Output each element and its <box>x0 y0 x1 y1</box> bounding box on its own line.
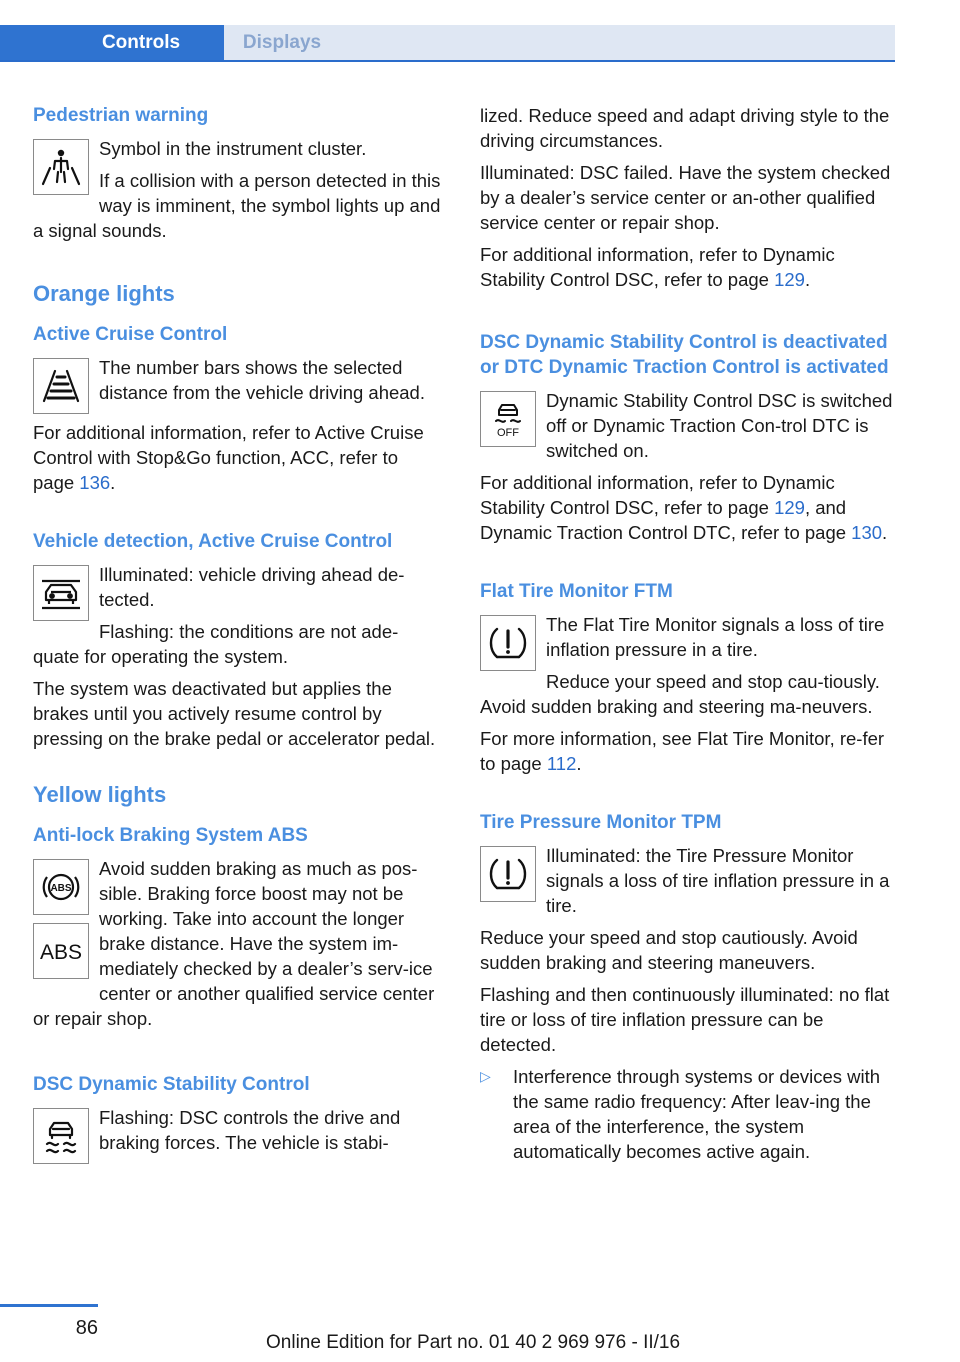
dsc-cont-text-2: Illuminated: DSC failed. Have the system checked by a dealer’s service center or an‐other qualified service center or repair shop. <box>480 162 891 233</box>
tab-controls[interactable]: Controls <box>0 25 224 60</box>
ftm-text-2: Reduce your speed and stop cau‐tiously. Avoid sudden braking and steering ma‐neuvers. <box>480 671 880 717</box>
pedestrian-warning-section <box>33 103 441 250</box>
ftm-section <box>480 579 897 776</box>
tab-displays[interactable]: Displays <box>242 32 322 53</box>
dsc-off-text-1: Dynamic Stability Control DSC is switched off or Dynamic Traction Con‐trol DTC is switched on. <box>546 390 893 461</box>
bullet-triangle-icon: ▷ <box>480 1068 491 1084</box>
tpm-text-3: Flashing and then continuously illuminated: no flat tire or loss of tire inflation pressure can be detected. <box>480 984 890 1055</box>
abs-text-icon <box>33 923 89 979</box>
acc-text-2: For additional information, refer to Active Cruise Control with Stop&Go function, ACC, refer to page 136. <box>33 422 424 493</box>
dsc-off-heading: DSC Dynamic Stability Control is deactivated or DTC Dynamic Traction Control is activated <box>480 332 889 378</box>
dsc-heading: DSC Dynamic Stability Control <box>33 1074 310 1095</box>
ftm-text-1: The Flat Tire Monitor signals a loss of tire inflation pressure in a tire. <box>546 614 885 660</box>
dsc-text-1: Flashing: DSC controls the drive and braking forces. The vehicle is stabi‐ <box>99 1107 401 1153</box>
abs-icon-stack <box>33 859 89 987</box>
page-number: 86 <box>75 1317 98 1339</box>
footer-edition: Online Edition for Part no. 01 40 2 969 976 - II/16 <box>266 1332 681 1353</box>
dsc-section <box>33 1072 441 1170</box>
pedestrian-warning-text-1: Symbol in the instrument cluster. <box>99 138 367 159</box>
vehicle-detection-section <box>33 529 441 751</box>
page-link-112[interactable]: 112 <box>546 753 577 774</box>
tpm-bullet-text: Interference through systems or devices with the same radio frequency: After leav‐ing the area of the interference, the system automatically becomes active again. <box>513 1066 881 1162</box>
footer-accent-line <box>0 1304 98 1307</box>
tpm-section <box>480 810 897 1164</box>
dsc-cont-text-3: For additional information, refer to Dynamic Stability Control DSC, refer to page 129. <box>480 244 835 290</box>
left-column <box>33 103 441 1204</box>
abs-text-label: ABS <box>39 941 83 964</box>
vehicle-detection-text-2: Flashing: the conditions are not ade‐quate for operating the system. <box>33 621 399 667</box>
right-column <box>480 103 897 1198</box>
abs-heading: Anti-lock Braking System ABS <box>33 825 308 846</box>
tpm-bullet <box>480 1064 897 1164</box>
abs-text-1: Avoid sudden braking as much as pos‐sible. Braking force boost may not be working. Take into account the longer brake distance. Have the system im‐mediately checked by a dealer’s serv‐ice center or another qualified service center or repair shop. <box>33 858 435 1029</box>
vehicle-detection-icon <box>33 565 89 621</box>
dsc-off-label: OFF <box>497 427 519 439</box>
tire-pressure-icon <box>480 615 536 671</box>
ftm-text-3: For more information, see Flat Tire Monitor, re‐fer to page 112. <box>480 728 885 774</box>
ftm-heading: Flat Tire Monitor FTM <box>480 581 673 602</box>
pedestrian-warning-heading: Pedestrian warning <box>33 105 209 126</box>
pedestrian-warning-text-2: If a collision with a person detected in this way is imminent, the symbol lights up and a signal sounds. <box>33 170 441 241</box>
chapter-tab-bar <box>0 25 895 62</box>
tire-pressure-icon-tpm <box>480 846 536 902</box>
dsc-off-text-2: For additional information, refer to Dynamic Stability Control DSC, refer to page 129, and Dynamic Traction Control DTC, refer to page 130. <box>480 472 888 543</box>
orange-lights-heading: Orange lights <box>33 281 175 306</box>
abs-circle-label: ABS <box>50 883 72 894</box>
tpm-heading: Tire Pressure Monitor TPM <box>480 812 722 833</box>
tpm-text-1: Illuminated: the Tire Pressure Monitor signals a loss of tire inflation pressure in a tire. <box>546 845 890 916</box>
acc-heading: Active Cruise Control <box>33 324 228 345</box>
page-link-130[interactable]: 130 <box>851 522 883 543</box>
pedestrian-warning-icon <box>33 139 89 195</box>
distance-bars-icon <box>33 358 89 414</box>
vehicle-detection-text-1: Illuminated: vehicle driving ahead de‐tected. <box>99 564 405 610</box>
dsc-off-icon <box>480 391 536 447</box>
page-link-129[interactable]: 129 <box>774 269 805 290</box>
page-link-129b[interactable]: 129 <box>774 497 805 518</box>
acc-section <box>33 322 441 495</box>
acc-text-1: The number bars shows the selected distance from the vehicle driving ahead. <box>99 357 425 403</box>
vehicle-detection-text-3: The system was deactivated but applies the brakes until you actively resume control by pressing on the brake pedal or accelerator pedal. <box>33 678 436 749</box>
dsc-off-section <box>480 330 897 545</box>
abs-circle-icon <box>33 859 89 915</box>
dsc-skid-icon <box>33 1108 89 1164</box>
yellow-lights-heading: Yellow lights <box>33 782 167 807</box>
abs-section <box>33 823 441 1038</box>
tpm-text-2: Reduce your speed and stop cautiously. Avoid sudden braking and steering maneuvers. <box>480 927 858 973</box>
vehicle-detection-heading: Vehicle detection, Active Cruise Control <box>33 531 393 552</box>
page-link-136[interactable]: 136 <box>79 472 111 493</box>
dsc-cont-text-1: lized. Reduce speed and adapt driving style to the driving circumstances. <box>480 105 890 151</box>
dsc-continued-section <box>480 103 897 292</box>
